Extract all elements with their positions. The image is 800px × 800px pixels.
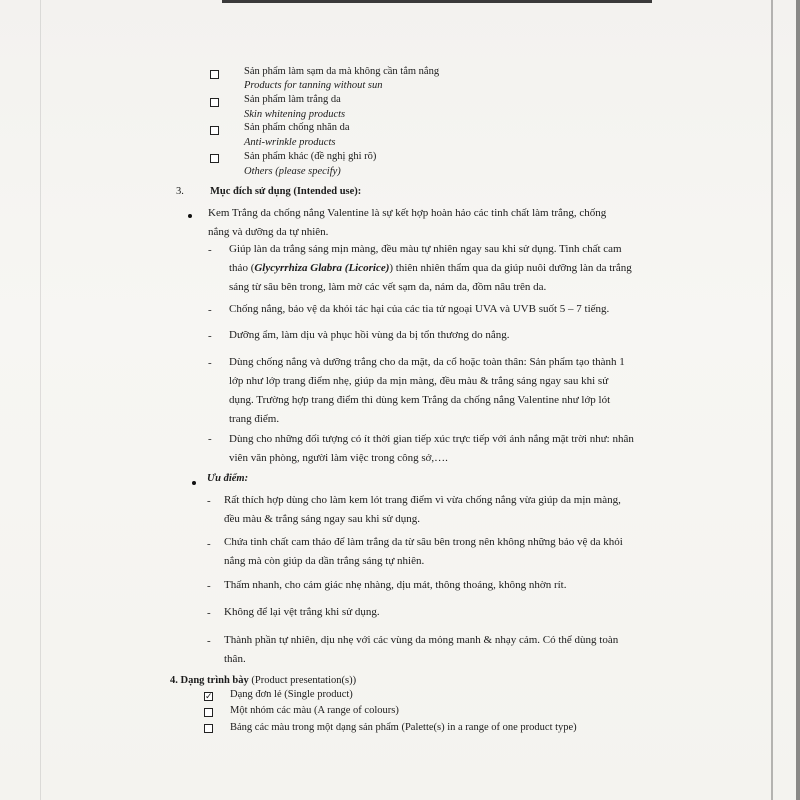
dash-icon: - bbox=[208, 357, 212, 369]
dash-icon: - bbox=[207, 495, 211, 507]
item-line: sáng từ sâu bên trong, làm mờ các vết sạm da, nám da, đồm nâu trên da. bbox=[229, 281, 547, 293]
option-label-en: Products for tanning without sun bbox=[244, 80, 383, 91]
scan-left-shadow bbox=[40, 0, 41, 800]
dash-icon: - bbox=[207, 580, 211, 592]
item-line: nắng mà còn giúp da dần trắng sáng tự nhiên. bbox=[224, 555, 425, 567]
checkbox-range-of-colours[interactable] bbox=[204, 708, 213, 717]
checkbox-whitening[interactable] bbox=[210, 98, 219, 107]
section3-title: Mục đích sử dụng (Intended use): bbox=[210, 186, 362, 197]
option-label-en: Skin whitening products bbox=[244, 109, 346, 120]
intended-use-item-1 bbox=[229, 240, 689, 297]
bullet-icon bbox=[188, 214, 192, 218]
option-label-vi: Sản phẩm làm trắng da bbox=[244, 94, 341, 105]
presentation-option-label: Dạng đơn lẻ (Single product) bbox=[230, 689, 353, 700]
section4-title-rest: (Product presentation(s)) bbox=[248, 675, 357, 686]
scan-right-edge bbox=[771, 0, 773, 800]
checkbox-tanning[interactable] bbox=[210, 70, 219, 79]
advantages-title: Ưu điểm: bbox=[207, 473, 249, 484]
item-line: Dùng chống nắng và dưỡng trắng cho da mặt, da cổ hoặc toàn thân: Sản phẩm tạo thành 1 bbox=[229, 356, 625, 368]
intro-line: nắng và dưỡng da tự nhiên. bbox=[208, 226, 329, 238]
advantage-item-3 bbox=[224, 576, 694, 595]
intended-use-item-2 bbox=[229, 300, 689, 319]
dash-icon: - bbox=[207, 635, 211, 647]
intended-use-item-5 bbox=[229, 430, 699, 468]
checkbox-others[interactable] bbox=[210, 154, 219, 163]
item-line: Giúp làn da trắng sáng mịn màng, đều màu tự nhiên ngay sau khi sử dụng. Tinh chất cam bbox=[229, 243, 622, 255]
item-line: dụng. Trường hợp trang điểm thì dùng kem Trắng da chống nắng Valentine như lớp lót bbox=[229, 394, 611, 406]
item-line: thảo (Glycyrrhiza Glabra (Licorice)) thiên nhiên thẩm qua da giúp nuôi dưỡng làn da trắng bbox=[229, 262, 632, 274]
presentation-option-label: Một nhóm các màu (A range of colours) bbox=[230, 705, 399, 716]
option-label-vi: Sản phẩm khác (đề nghị ghi rõ) bbox=[244, 151, 377, 162]
option-label-vi: Sản phẩm chống nhăn da bbox=[244, 122, 350, 133]
option-label-en: Anti-wrinkle products bbox=[244, 137, 336, 148]
option-label-en: Others (please specify) bbox=[244, 166, 341, 177]
section3-intro bbox=[208, 204, 678, 242]
intended-use-item-4 bbox=[229, 353, 689, 429]
dash-icon: - bbox=[208, 304, 212, 316]
advantage-item-2 bbox=[224, 533, 694, 571]
scan-top-edge bbox=[222, 0, 652, 3]
item-line: lớp như lớp trang điểm nhẹ, giúp da mịn màng, đều màu & trắng sáng ngay sau khi sử bbox=[229, 375, 609, 387]
dash-icon: - bbox=[207, 538, 211, 550]
item-line: viên văn phòng, người làm việc trong công sở,…. bbox=[229, 452, 448, 464]
section4-title-bold: 4. Dạng trình bày bbox=[170, 675, 249, 686]
check-icon: ✓ bbox=[205, 691, 213, 701]
dash-icon: - bbox=[208, 244, 212, 256]
item-line: Rất thích hợp dùng cho làm kem lót trang điểm vì vừa chống nắng vừa giúp da mịn màng, bbox=[224, 494, 621, 506]
item-line: Chứa tinh chất cam thảo để làm trắng da từ sâu bên trong nên không những bảo vệ da khỏi bbox=[224, 536, 623, 548]
advantage-item-5 bbox=[224, 631, 694, 669]
item-line: Thấm nhanh, cho cảm giác nhẹ nhàng, dịu mát, thông thoáng, không nhờn rít. bbox=[224, 579, 567, 591]
item-line: đều màu & trắng sáng ngay sau khi sử dụng. bbox=[224, 513, 420, 525]
section4-title bbox=[170, 675, 356, 686]
item-line: Không để lại vệt trắng khi sử dụng. bbox=[224, 606, 380, 618]
scan-far-edge bbox=[796, 0, 800, 800]
checkbox-palette[interactable] bbox=[204, 724, 213, 733]
section3-number: 3. bbox=[176, 186, 184, 197]
presentation-option-label: Bảng các màu trong một dạng sản phẩm (Palette(s) in a range of one product type) bbox=[230, 722, 577, 733]
checkbox-anti-wrinkle[interactable] bbox=[210, 126, 219, 135]
item-line: Thành phần tự nhiên, dịu nhẹ với các vùng da mỏng manh & nhạy cảm. Có thể dùng toàn bbox=[224, 634, 619, 646]
checkbox-single-product[interactable] bbox=[204, 692, 213, 701]
intended-use-item-3 bbox=[229, 326, 689, 345]
option-label-vi: Sản phẩm làm sạm da mà không cần tắm nắng bbox=[244, 66, 440, 77]
dash-icon: - bbox=[208, 433, 212, 445]
dash-icon: - bbox=[207, 607, 211, 619]
item-line: thân. bbox=[224, 653, 246, 665]
bullet-icon bbox=[192, 481, 196, 485]
item-line: Dưỡng ẩm, làm dịu và phục hồi vùng da bị tổn thương do nắng. bbox=[229, 329, 510, 341]
item-line: trang điểm. bbox=[229, 413, 280, 425]
intro-line: Kem Trắng da chống nắng Valentine là sự kết hợp hoàn hảo các tinh chất làm trắng, chống bbox=[208, 207, 607, 219]
item-line: Dùng cho những đối tượng có ít thời gian tiếp xúc trực tiếp với ánh nắng mặt trời như: nhân bbox=[229, 433, 634, 445]
item-line: Chống nắng, bảo vệ da khỏi tác hại của các tia tử ngoại UVA và UVB suốt 5 – 7 tiếng. bbox=[229, 303, 610, 315]
dash-icon: - bbox=[208, 330, 212, 342]
advantage-item-4 bbox=[224, 603, 694, 622]
advantage-item-1 bbox=[224, 491, 694, 529]
